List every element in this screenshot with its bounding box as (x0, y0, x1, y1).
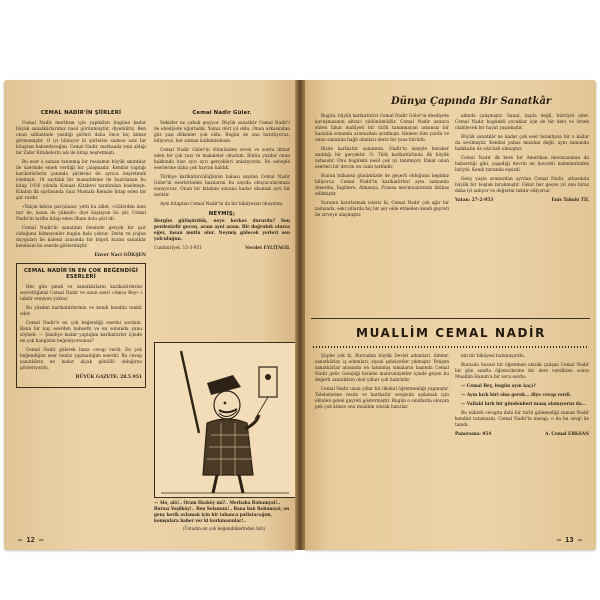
signature: Enver Naci GÖKŞEN (94, 253, 146, 258)
boxed-article (16, 263, 146, 388)
citation-author: A. Cemal ERKSAN (545, 432, 589, 437)
paragraph: Türkiye karikatürcülüğünün babası sayılan Cemal Nadir Güler'in eserlerinden bazılarını bu sayıda okuyucularımıza sunuyoruz. Onun bir kitabını sonuna kadar okumak ayrı bir zevktir. (154, 175, 290, 198)
dialogue-line: — Ayın kırk biri olsa gerek... diye cevap verdi. (461, 393, 572, 398)
citation-date: Vatan: 27-2-953 (455, 198, 494, 203)
subheading-neymis: NEYMİŞ; (208, 211, 236, 217)
left-column-2 (154, 108, 290, 252)
citation-line (455, 432, 589, 438)
paragraph: Cemal Nadir ilk kere bir Amerikan mecmuasının da bahsettiği gibi, yaşadığı devrin en kuvvetli kalemlerinden biriydi. Kendi tarzında eşsizdi. (455, 156, 589, 173)
paragraph: Bu eser o zaman tanınmış bir ressamın büyük sıkıntılar ile üzerinde emek verdiği bir çalışmadır. Kendisi yaptığı karikatürlerin yanında şiirlerini de ayrıca neşretmek istemişti. 18 sayfalık bir mukaddeme ile hazırlanan bu kitap 1936 yılında Kanaat Kitabevi tarafından basılmıştı. Kitabın ilk sayfasında Gazi Mustafa Kemale hitap eden bir şiir vardır. (16, 160, 146, 201)
heading-cemal-nadir-guler: Cemal Nadir Güler. (192, 110, 252, 116)
paragraph: Cemal Nadir'e en çok beğendiği eserini sordum. Bana bir kaç eserden bahsetti ve en sonunda şunu söyledi: — Şimdiye kadar yaptığım karikatürler içinde en çok hangisini beğeniyorsunuz? (20, 321, 142, 344)
dialogue-line: — Cemal Bey, bugün ayın kaçı? (461, 384, 536, 389)
heading-favorite-works: CEMAL NADİR'İN EN ÇOK BEĞENDİĞİ ESERLERİ (23, 268, 139, 280)
right-page (305, 80, 596, 550)
feature-title: Dünya Çapında Bir Sanatkâr (391, 96, 552, 107)
paragraph: Aynı kitaptan Cemal Nadir'in da bir hikâyesini okuyalım. (160, 202, 284, 207)
cartoon-illustration (154, 342, 295, 498)
cartoon-caption (154, 500, 294, 534)
paragraph: Büyük sanatkâr ne kadar çok eser bıraktıysa bir o kadar da sevilmiştir. Kendisi yalnız mizahın değil, aynı zamanda hakikatin de sözcüsü olmuştur. (455, 135, 589, 152)
paragraph: Bugün, büyük karikatürist Cemal Nadir Güler'in ebediyete kavuşmasının altıncı yıldönümüdür. Cemal Nadir uzunca süren fakat mahiyeti bir türlü tanınmayan amansız bir hastalık sonunda aramızdan ayrılmıştı. Hemen tüm yurdu ve onun sanatına bağlı olanları derin bir yasa bürüdü. (315, 114, 449, 143)
citation-line (154, 246, 290, 252)
paragraph: alimda çalışmıştır. Sanat, taşıta değil, hürriyet ister. Cemal Nadir bugünkü çocuklar için de bir ders ve örnek olabilecek bir hayat yaşamıştır. (455, 114, 589, 131)
paragraph: Bu yüzden karikatürlerinin ve kendi kendini tenkit eder. (20, 306, 142, 317)
quote: Hergün gülüşürdük, neye herkes dururdu? Sen perdesizdir gecen, aram ayni aram. Bir doğruluk olursa eğer, insan mutlu olur. Neymiş gülecek yerleri sen yolculuğun. (154, 219, 290, 242)
paragraph: Bunun bilhassa günümüzde de geçerli olduğunu hepimiz biliyoruz. Cemal Nadir'in karikatürleri aynı zamanda Amerika, İngiltere, Almanya, Fransa mecmualarında iktibas edilmiştir. (315, 174, 449, 197)
paragraph: Bu nükteli cevapta dahi bir türlü gülemediği zaman Nadir kendini tutamazdı. Cemal Nadir'in mesajı, o da bu sevgi ile tanıdı. (455, 411, 589, 428)
right-column-1 (315, 114, 449, 222)
right-column-2 (455, 114, 589, 204)
dialogue-line: — Vallahi kırk bir gündenberi maaş alamıyoruz da... (461, 402, 587, 407)
citation-line (455, 198, 589, 204)
paragraph: «Yalçın kıbrın parçalanır, yetti bu zillet, «Gülerden inen nur ile, insan ile yükselt» diye başlayan bu şiir, Cemal Nadir'in tarihe hitap eden ilham dolu şiiri idi. (16, 205, 146, 222)
paragraph: Cemal Nadir Güler'in ölümünden evvel ve sonra iltizar eden bir çok yazı ve makaleler okudum. Bütün yazılar onun hakkında bize ayrı ayrı gerçekleri anlatıyordu. Bu sebeple eserlerine daha çok hayran kaldık. (154, 148, 290, 171)
divider (311, 318, 590, 319)
paragraph: Cemal Nadir'in sanatının ötesinde gerçek bir şair olduğunu bilmeyenler bugün hala çoktur. Derin ve yoğun duyguları ile kalemi arasında bir köprü kuran sanatkâr kendisini bu eserde göstermiştir. (16, 226, 146, 249)
magazine-spread (4, 80, 596, 550)
left-column-1 (16, 108, 146, 394)
paragraph: Cemal Nadir mertbsın için yaptıkları bugüne kadar büyük sanatkârlarımız nasıl görünmüştür, diyebiliriz. Ben onun sıhhatinde yazdığı şiirleri daha önce hiç kimse görmemiştir. O iyi biliniyor ki şiirlerini sadece aziz bir kitaptan bahsedeceğim. Cemal Nadir, matbaada yeni aldığı bir Zafer Kitabelerin adı ile kitap neşretmişti. (16, 121, 146, 156)
citation-date: Cumhuriyet: 15-3-951 (154, 246, 202, 251)
paragraph: Suranın hatırlatmak isteriz ki, Cemal Nadir çok ağır bir zamanda, eski yıllarda hiç bir şey elde etmeden kendi gayreti ile zirveye ulaşmıştır. (315, 201, 449, 218)
right-bottom-column-1 (315, 354, 449, 414)
page-number-right: — 13 — (556, 536, 582, 544)
caption-text: — Alo, alô!.. Oram Hasköy mi?.. Merhaba Bohumyal!.. Burası Yeşilköy!.. Ben Selamun!.. Bana bak Bohumyal, en genç kerik avlamak için bir tabanca patlatacağım, komşulara haber ver ki korkmasınlar!.. (154, 500, 290, 523)
heading-poems: CEMAL NADİR'İN ŞİİRLERİ (40, 110, 122, 116)
dotted-divider (313, 346, 589, 348)
right-bottom-column-2 (455, 354, 589, 438)
citation-author: Necdet EYLİTAGIL (245, 246, 290, 251)
article-title: MUALLİM CEMAL NADİR (356, 326, 546, 340)
page-number-left: — 12 — (18, 536, 44, 544)
left-page (4, 80, 295, 550)
paragraph: Genç yaşta aramızdan ayrılan Cemal Nadir, arkasında büyük bir boşluk bırakmıştır. Fakat her geçen yıl onu biraz daha iyi anlıyor ve değerini takdir ediyoruz. (455, 177, 589, 194)
paragraph: Sekizler ne çabuk geçiyor. Büyük sanatkâr Cemal Nadir'i de ebediyete uğurladık. Yalnız dört yıl oldu. Onun arkasından göz yaşı dökenler çok oldu. Bugün de onu hatırlıyoruz, biliyoruz, her zaman kalbimizdesin. (154, 121, 290, 144)
citation-author: Enis Tahsin TİL (551, 198, 589, 203)
paragraph: Her gün şimdi ve sanatkârların karikatürlerini seyrettiğimiz Cemal Nadir ve onun eseri «Amca Bey» i takdir etmiyen yoktur. (20, 285, 142, 302)
paragraph: Cemal Nadir gülerek bana cevap verdi: En çok beğendiğim eser henüz yapmadığım eserdir. Bu cevap sanatkârın ne kadar alçak gönüllü olduğunu gösteriyordu. (20, 348, 142, 371)
signature: BÜYÜK GAZETE: 28.5.951 (75, 375, 142, 380)
paragraph: Bursada hususi bir öğretmen olarak çalışan Cemal Nadir bir gün sınıfta öğrencilerine bir ders verdikten sonra Muallim Hanım'a bir soru sordu: (455, 363, 589, 380)
book-gutter (295, 80, 305, 550)
paragraph: nin bir hikâyesi bulunuyordu. (461, 354, 526, 359)
citation-date: Panorama: 954 (455, 432, 492, 437)
paragraph: Şüphe yok ki, Bursadan büyük Devlet adamları, ilimler, sanatkârlar, iş adamları, siyasi şahsiyetler çıkmıştır. Yetişen sanatkârlar arasında en tanınmış simaların başında Cemal Nadir gelir. Gençliği bizimle mahrumiyetler içinde geçen bu değerli sanatkârın okul yılları çok hatırlıdır. (315, 354, 449, 383)
caption-note: (Üstadın en çok beğendiklerinden biri) (182, 526, 266, 531)
paragraph: Cemal Nadir uzun yıllar bir ilkokul öğretmenliği yapmıştır. Talebelerine resim ve karikatür sevgisini aşılamak için elinden gelen gayreti göstermiştir. Bugün o sınıflarda okuyan pek çok kimse onu muallim olarak hatırlar. (315, 387, 449, 410)
paragraph: Bizde karikatür sanatının, Nadir'in ismiyle beraber anıldığı bir gerçektir. O, Türk karikatürünün ilk büyük ustasıdır. Onu bugünkü nesil çok iyi tanımıyor. Fakat onun eserleri bir devrin en canlı tarihidir. (315, 147, 449, 170)
